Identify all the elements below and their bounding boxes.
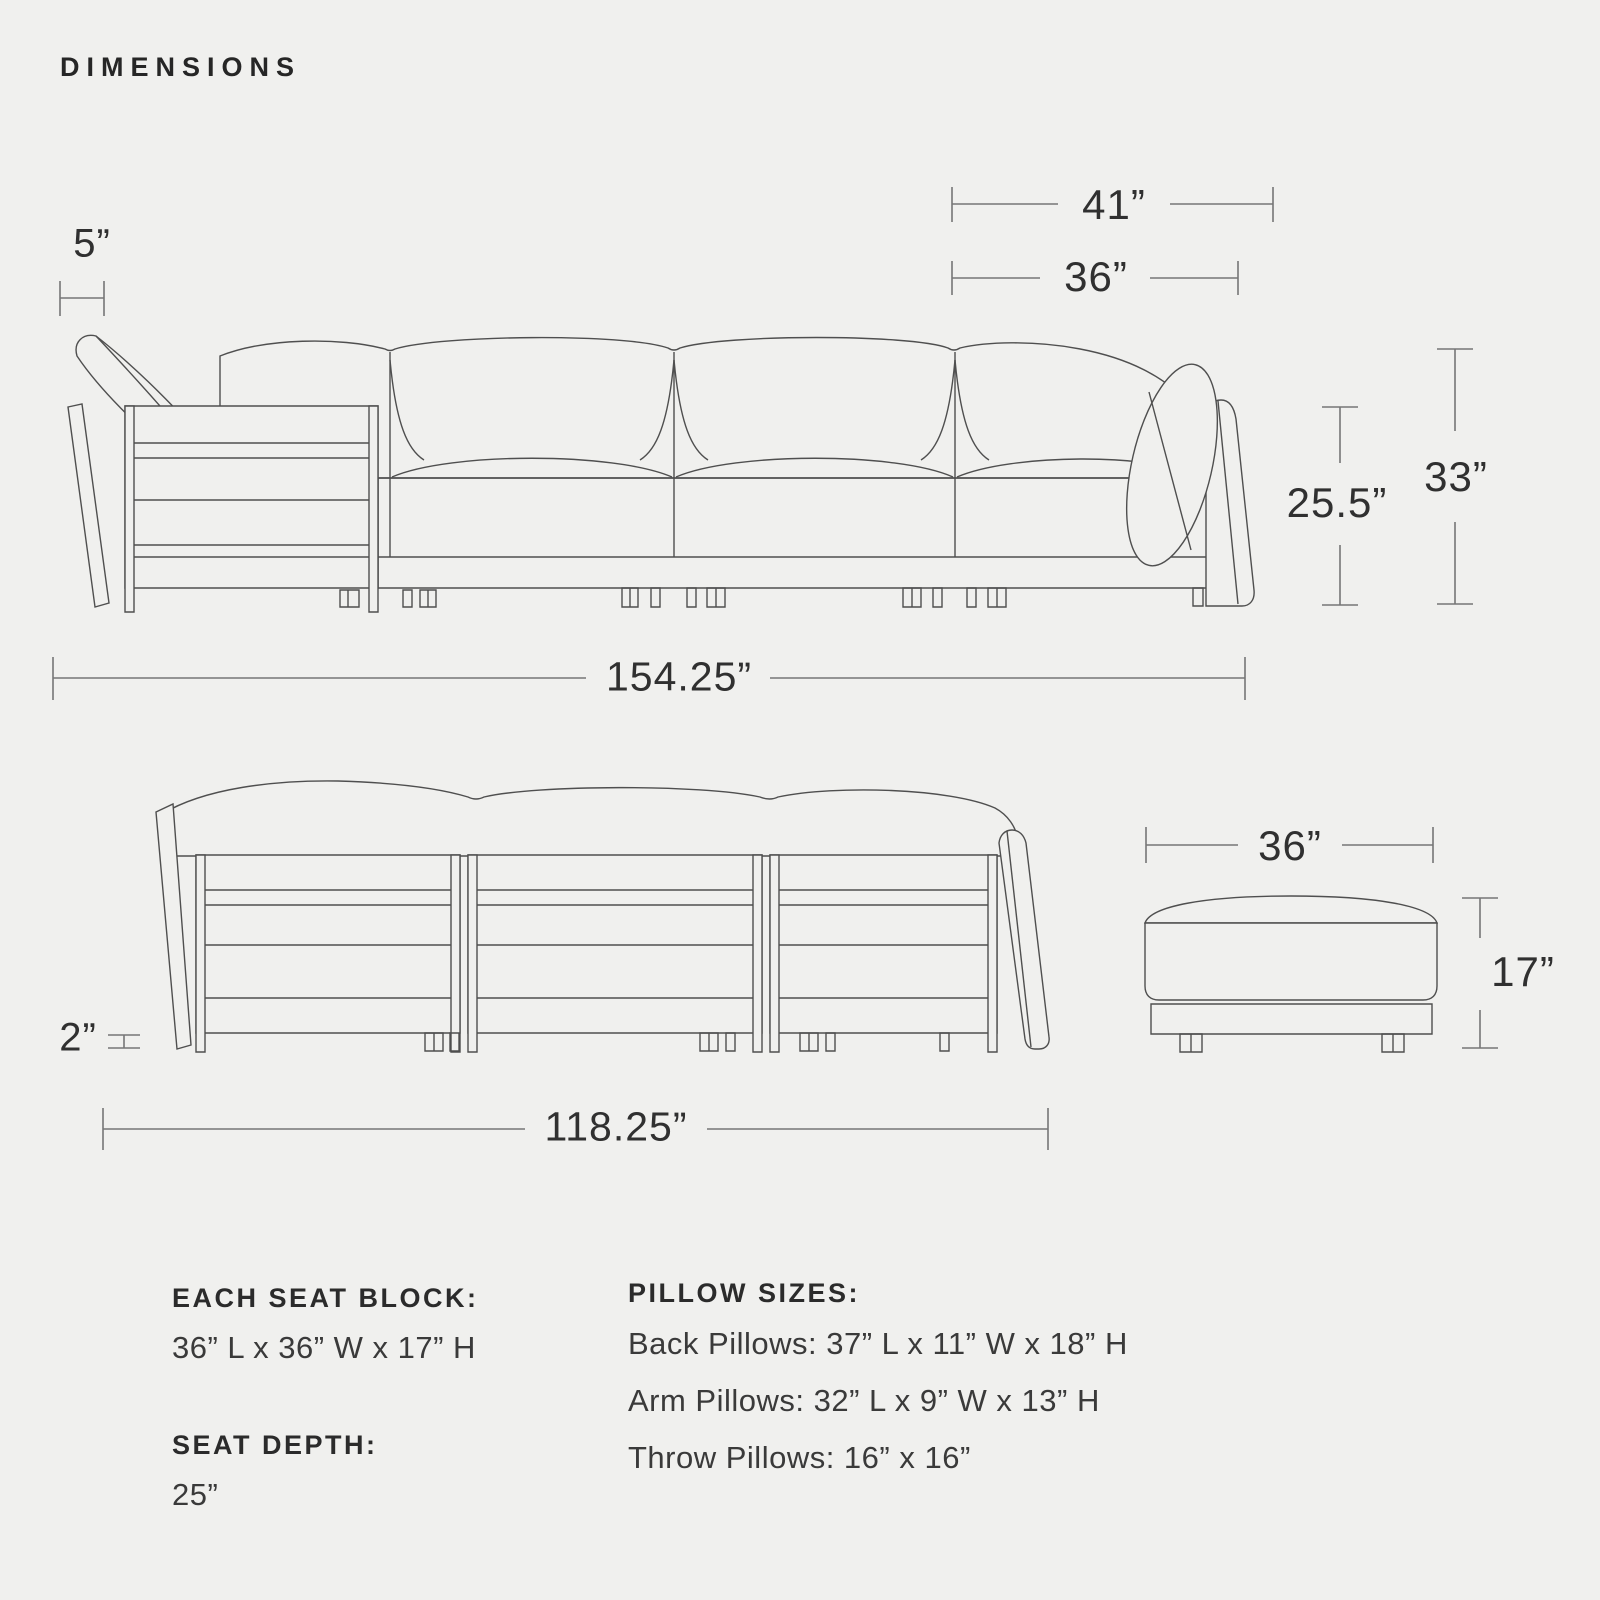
dim-label-overall-width: 154.25” xyxy=(605,653,753,700)
dim-label-back-width: 118.25” xyxy=(544,1103,688,1150)
corner-side-panel xyxy=(68,404,109,607)
back-view-frames xyxy=(196,855,997,1052)
back-view-right-arm xyxy=(999,830,1049,1049)
dim-label-ottoman-height: 17” xyxy=(1491,948,1555,995)
ottoman-cushion xyxy=(1145,896,1437,923)
seat-block-value: 36” L x 36” W x 17” H xyxy=(172,1330,476,1365)
sofa-legs xyxy=(340,588,1203,607)
pillow-sizes-heading: PILLOW SIZES: xyxy=(628,1278,860,1308)
dim-label-overall-height: 33” xyxy=(1424,453,1488,500)
seat-depth-heading: SEAT DEPTH: xyxy=(172,1430,378,1460)
sofa-back-view xyxy=(156,781,1049,1052)
ottoman-body xyxy=(1145,923,1437,1000)
dim-label-seat-back-height: 25.5” xyxy=(1286,479,1388,526)
back-view-legs xyxy=(425,1033,949,1051)
dim-label-arm-width: 5” xyxy=(73,221,111,266)
ottoman-legs xyxy=(1180,1034,1404,1052)
dim-label-ottoman-width: 36” xyxy=(1258,822,1322,869)
corner-frame xyxy=(125,406,378,612)
seat-block-heading: EACH SEAT BLOCK: xyxy=(172,1283,479,1313)
back-view-cushions xyxy=(162,781,1018,856)
ottoman-base xyxy=(1151,1004,1432,1034)
dim-label-seat-width: 36” xyxy=(1064,253,1128,300)
throw-pillows-value: Throw Pillows: 16” x 16” xyxy=(628,1440,971,1475)
sofa-side-view xyxy=(68,335,1254,612)
page-title: DIMENSIONS xyxy=(60,52,302,82)
dim-label-leg-height: 2” xyxy=(59,1015,97,1060)
back-pillows-value: Back Pillows: 37” L x 11” W x 18” H xyxy=(628,1326,1128,1361)
seat-depth-value: 25” xyxy=(172,1477,219,1512)
arm-pillows-value: Arm Pillows: 32” L x 9” W x 13” H xyxy=(628,1383,1100,1418)
dim-label-seat-with-arm: 41” xyxy=(1082,181,1146,228)
